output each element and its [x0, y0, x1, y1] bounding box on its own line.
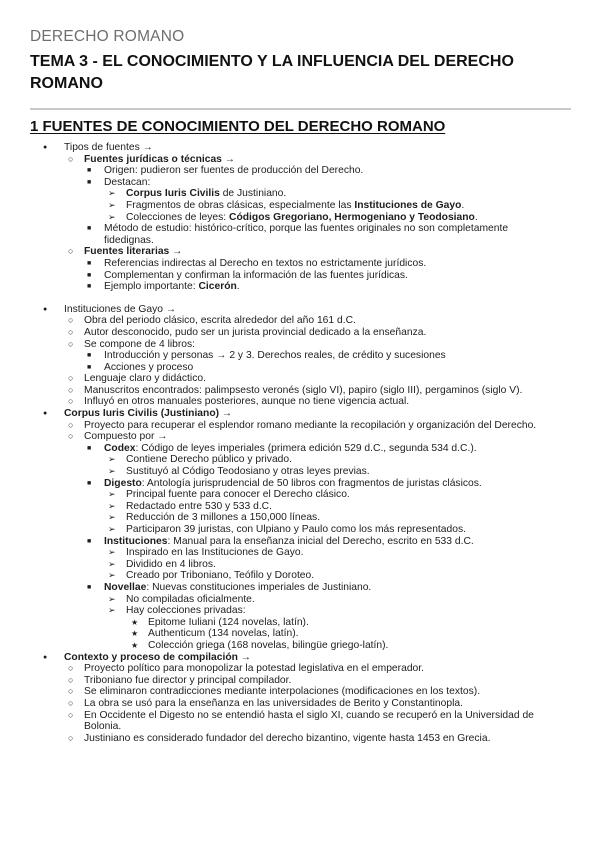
text: .	[474, 211, 478, 223]
list-item-digesto	[104, 478, 560, 536]
bold-text: Corpus Iuris Civilis	[126, 188, 220, 200]
list-item: ★ Epitome Iuliani (124 novelas, latín).	[148, 617, 560, 629]
subject-header: DERECHO ROMANO	[30, 28, 185, 45]
list-item: ➢ Reducción de 3 millones a 150,000 líneas.	[126, 512, 560, 524]
text: : Código de leyes imperiales (primera edición 529 d.C., segunda 534 d.C.).	[135, 442, 477, 454]
text: .	[236, 281, 240, 293]
item-label: Instituciones de Gayo →	[64, 303, 177, 315]
list-item-juridicas	[84, 154, 560, 247]
list-item: ■ Origen: pudieron ser fuentes de producción del Derecho.	[104, 165, 560, 177]
list-item: ■ Método de estudio: histórico-crítico, porque las fuentes originales no son completamente fidedignas.	[104, 223, 560, 246]
list-item	[84, 431, 560, 651]
list-item: ■ Complementan y confirman la información de las fuentes jurídicas.	[104, 270, 560, 282]
list-item: ➢ No compiladas oficialmente.	[126, 594, 560, 606]
item-label: Hay colecciones privadas:	[126, 605, 246, 617]
item-label: Tipos de fuentes →	[64, 142, 153, 153]
list-item: ★ Colección griega (168 novelas, bilingüe griego-latín).	[148, 640, 560, 652]
list-item: ○ Influyó en otros manuales posteriores, aunque no tiene vigencia actual.	[84, 396, 560, 408]
list-item: ➢ Sustituyó al Código Teodosiano y otras leyes previas.	[126, 466, 560, 478]
list-item: ■ Introducción y personas → 2 y 3. Derechos reales, de crédito y sucesiones	[104, 350, 560, 362]
list-item: ○ Obra del periodo clásico, escrita alrededor del año 161 d.C.	[84, 315, 560, 327]
list-item: ○ La obra se usó para la enseñanza en las universidades de Berito y Constantinopla.	[84, 698, 560, 710]
text: : Manual para la enseñanza inicial del Derecho, escrito en 533 d.C.	[167, 535, 474, 547]
list-item: ■ Referencias indirectas al Derecho en textos no estrictamente jurídicos.	[104, 258, 560, 270]
list-item: ○ Lenguaje claro y didáctico.	[84, 373, 560, 385]
list-item: ★ Authenticum (134 novelas, latín).	[148, 628, 560, 640]
list-item: ■ Acciones y proceso	[104, 362, 560, 374]
list-item-codex	[104, 443, 560, 478]
section-heading: 1 FUENTES DE CONOCIMIENTO DEL DERECHO ROMANO	[30, 118, 446, 135]
bold-text: Códigos Gregoriano, Hermogeniano y Teodosiano	[229, 211, 475, 223]
text: .	[461, 199, 465, 211]
list-item: ➢ Contiene Derecho público y privado.	[126, 454, 560, 466]
item-label: Fuentes literarias →	[84, 246, 183, 258]
item-label: Destacan:	[104, 176, 151, 188]
list-item: ➢ Principal fuente para conocer el Derecho clásico.	[126, 489, 560, 501]
text: de Justiniano.	[219, 188, 287, 200]
list-item: ➢ Dividido en 4 libros.	[126, 559, 560, 571]
list-item: ➢ Inspirado en las Instituciones de Gayo.	[126, 547, 560, 559]
bold-text: Instituciones	[104, 535, 168, 547]
bold-text: Novellae	[104, 581, 147, 593]
item-label: Fuentes jurídicas o técnicas →	[84, 153, 236, 165]
list-item-gayo	[0, 304, 600, 408]
list-item-literarias	[84, 246, 560, 292]
list-item	[84, 339, 560, 374]
bold-text: Instituciones de Gayo	[354, 199, 462, 211]
text: Ejemplo importante:	[104, 281, 199, 293]
list-item: ➢ Creado por Triboniano, Teófilo y Doroteo.	[126, 570, 560, 582]
unit-title: TEMA 3 - EL CONOCIMIENTO Y LA INFLUENCIA DEL DERECHO ROMANO	[30, 53, 514, 92]
list-item: ○ Proyecto político para monopolizar la potestad legislativa en el emperador.	[84, 663, 560, 675]
item-label: Contexto y proceso de compilación →	[64, 651, 252, 663]
list-item: ○ Proyecto para recuperar el esplendor romano mediante la recopilación y organización del Derecho.	[84, 420, 560, 432]
main-list	[0, 142, 600, 744]
text: : Nuevas constituciones imperiales de Justiniano.	[146, 581, 372, 593]
list-item	[126, 605, 560, 651]
list-item: ○ Justiniano es considerado fundador del derecho bizantino, vigente hasta 1453 en Grecia.	[84, 733, 560, 745]
list-item-destacan	[104, 177, 560, 223]
list-item: ○ Manuscritos encontrados: palimpsesto veronés (siglo VI), papiro (siglo III), pergaminos (siglo V).	[84, 385, 560, 397]
item-label: Corpus Iuris Civilis (Justiniano) →	[64, 408, 233, 420]
list-item-contexto	[0, 652, 600, 745]
item-label: Se compone de 4 libros:	[84, 338, 196, 350]
notes-content	[0, 142, 600, 744]
bold-text: Codex	[104, 442, 136, 454]
bold-text: Cicerón	[198, 281, 237, 293]
bold-text: Digesto	[104, 477, 142, 489]
list-item: ○ Se eliminaron contradicciones mediante interpolaciones (modificaciones en los textos).	[84, 686, 560, 698]
list-item-instituciones	[104, 536, 560, 582]
list-item	[126, 188, 560, 200]
text: Colecciones de leyes:	[126, 211, 230, 223]
text: Fragmentos de obras clásicas, especialmente las	[126, 199, 355, 211]
list-item: ○ En Occidente el Digesto no se entendió hasta el siglo XI, cuando se recuperó en la Universidad de Bolonia.	[84, 710, 560, 733]
list-item-tipos	[0, 142, 600, 304]
list-item	[126, 212, 560, 224]
list-item: ○ Triboniano fue director y principal compilador.	[84, 675, 560, 687]
title-divider	[30, 108, 571, 110]
list-item-corpus	[0, 408, 600, 651]
list-item: ➢ Participaron 39 juristas, con Ulpiano y Paulo como los más representados.	[126, 524, 560, 536]
list-item	[104, 281, 560, 293]
list-item-novellae	[104, 582, 560, 652]
list-item	[126, 200, 560, 212]
text: : Antología jurisprudencial de 50 libros con fragmentos de juristas clásicos.	[141, 477, 482, 489]
list-item: ○ Autor desconocido, pudo ser un jurista provincial dedicado a la enseñanza.	[84, 327, 560, 339]
list-item: ➢ Redactado entre 530 y 533 d.C.	[126, 501, 560, 513]
item-label: Compuesto por →	[84, 431, 168, 443]
